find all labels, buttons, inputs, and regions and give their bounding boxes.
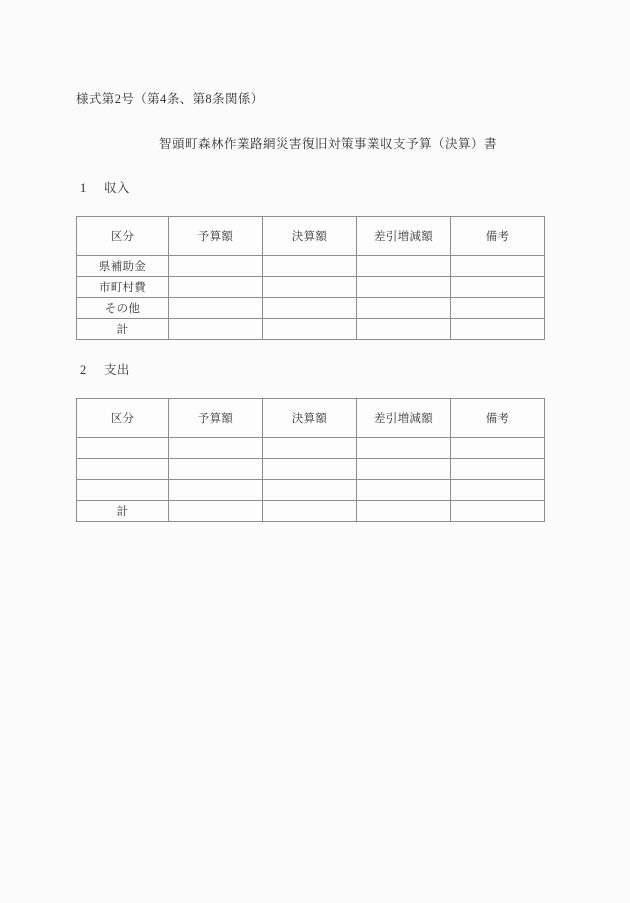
- diff-cell[interactable]: [357, 459, 451, 480]
- income-table: [76, 216, 545, 340]
- remarks-cell[interactable]: [451, 459, 545, 480]
- column-header-settled: 決算額: [263, 217, 357, 256]
- remarks-cell[interactable]: [451, 256, 545, 277]
- diff-cell[interactable]: [357, 438, 451, 459]
- remarks-cell[interactable]: [451, 438, 545, 459]
- column-header-budget: 予算額: [169, 217, 263, 256]
- row-label-cell[interactable]: [77, 459, 169, 480]
- settled-total-cell[interactable]: [263, 319, 357, 340]
- row-label-total: 計: [77, 319, 169, 340]
- row-label-cell: その他: [77, 298, 169, 319]
- document-title: 智頭町森林作業路網災害復旧対策事業収支予算（決算）書: [159, 137, 498, 151]
- column-header-remarks: 備考: [451, 399, 545, 438]
- table-row: [77, 277, 545, 298]
- column-header-diff: 差引増減額: [357, 217, 451, 256]
- remarks-cell[interactable]: [451, 480, 545, 501]
- table-header-row: [77, 217, 545, 256]
- remarks-total-cell[interactable]: [451, 501, 545, 522]
- section-label-expense: 支出: [104, 363, 130, 377]
- table-row: [77, 480, 545, 501]
- budget-cell[interactable]: [169, 438, 263, 459]
- remarks-total-cell[interactable]: [451, 319, 545, 340]
- column-header-settled: 決算額: [263, 399, 357, 438]
- section-number-expense: 2: [80, 363, 87, 377]
- settled-total-cell[interactable]: [263, 501, 357, 522]
- diff-cell[interactable]: [357, 256, 451, 277]
- settled-cell[interactable]: [263, 298, 357, 319]
- diff-cell[interactable]: [357, 277, 451, 298]
- column-header-kubun: 区分: [77, 217, 169, 256]
- section-heading-expense: [80, 360, 130, 378]
- diff-total-cell[interactable]: [357, 501, 451, 522]
- budget-cell[interactable]: [169, 277, 263, 298]
- section-label-income: 収入: [104, 181, 130, 195]
- table-row: [77, 438, 545, 459]
- settled-cell[interactable]: [263, 277, 357, 298]
- budget-cell[interactable]: [169, 480, 263, 501]
- settled-cell[interactable]: [263, 438, 357, 459]
- expense-table: [76, 398, 545, 522]
- form-number: 様式第2号（第4条、第8条関係）: [76, 92, 264, 106]
- column-header-remarks: 備考: [451, 217, 545, 256]
- table-row: [77, 459, 545, 480]
- diff-cell[interactable]: [357, 298, 451, 319]
- budget-cell[interactable]: [169, 459, 263, 480]
- table-row: [77, 298, 545, 319]
- table-row: [77, 256, 545, 277]
- section-heading-income: [80, 178, 130, 196]
- column-header-kubun: 区分: [77, 399, 169, 438]
- column-header-diff: 差引増減額: [357, 399, 451, 438]
- budget-cell[interactable]: [169, 256, 263, 277]
- diff-total-cell[interactable]: [357, 319, 451, 340]
- remarks-cell[interactable]: [451, 298, 545, 319]
- row-label-cell[interactable]: [77, 480, 169, 501]
- column-header-budget: 予算額: [169, 399, 263, 438]
- diff-cell[interactable]: [357, 480, 451, 501]
- table-total-row: [77, 501, 545, 522]
- settled-cell[interactable]: [263, 459, 357, 480]
- row-label-cell: 県補助金: [77, 256, 169, 277]
- budget-total-cell[interactable]: [169, 501, 263, 522]
- table-total-row: [77, 319, 545, 340]
- table-header-row: [77, 399, 545, 438]
- settled-cell[interactable]: [263, 256, 357, 277]
- remarks-cell[interactable]: [451, 277, 545, 298]
- row-label-total: 計: [77, 501, 169, 522]
- budget-total-cell[interactable]: [169, 319, 263, 340]
- section-number-income: 1: [80, 181, 87, 195]
- budget-cell[interactable]: [169, 298, 263, 319]
- settled-cell[interactable]: [263, 480, 357, 501]
- row-label-cell[interactable]: [77, 438, 169, 459]
- row-label-cell: 市町村費: [77, 277, 169, 298]
